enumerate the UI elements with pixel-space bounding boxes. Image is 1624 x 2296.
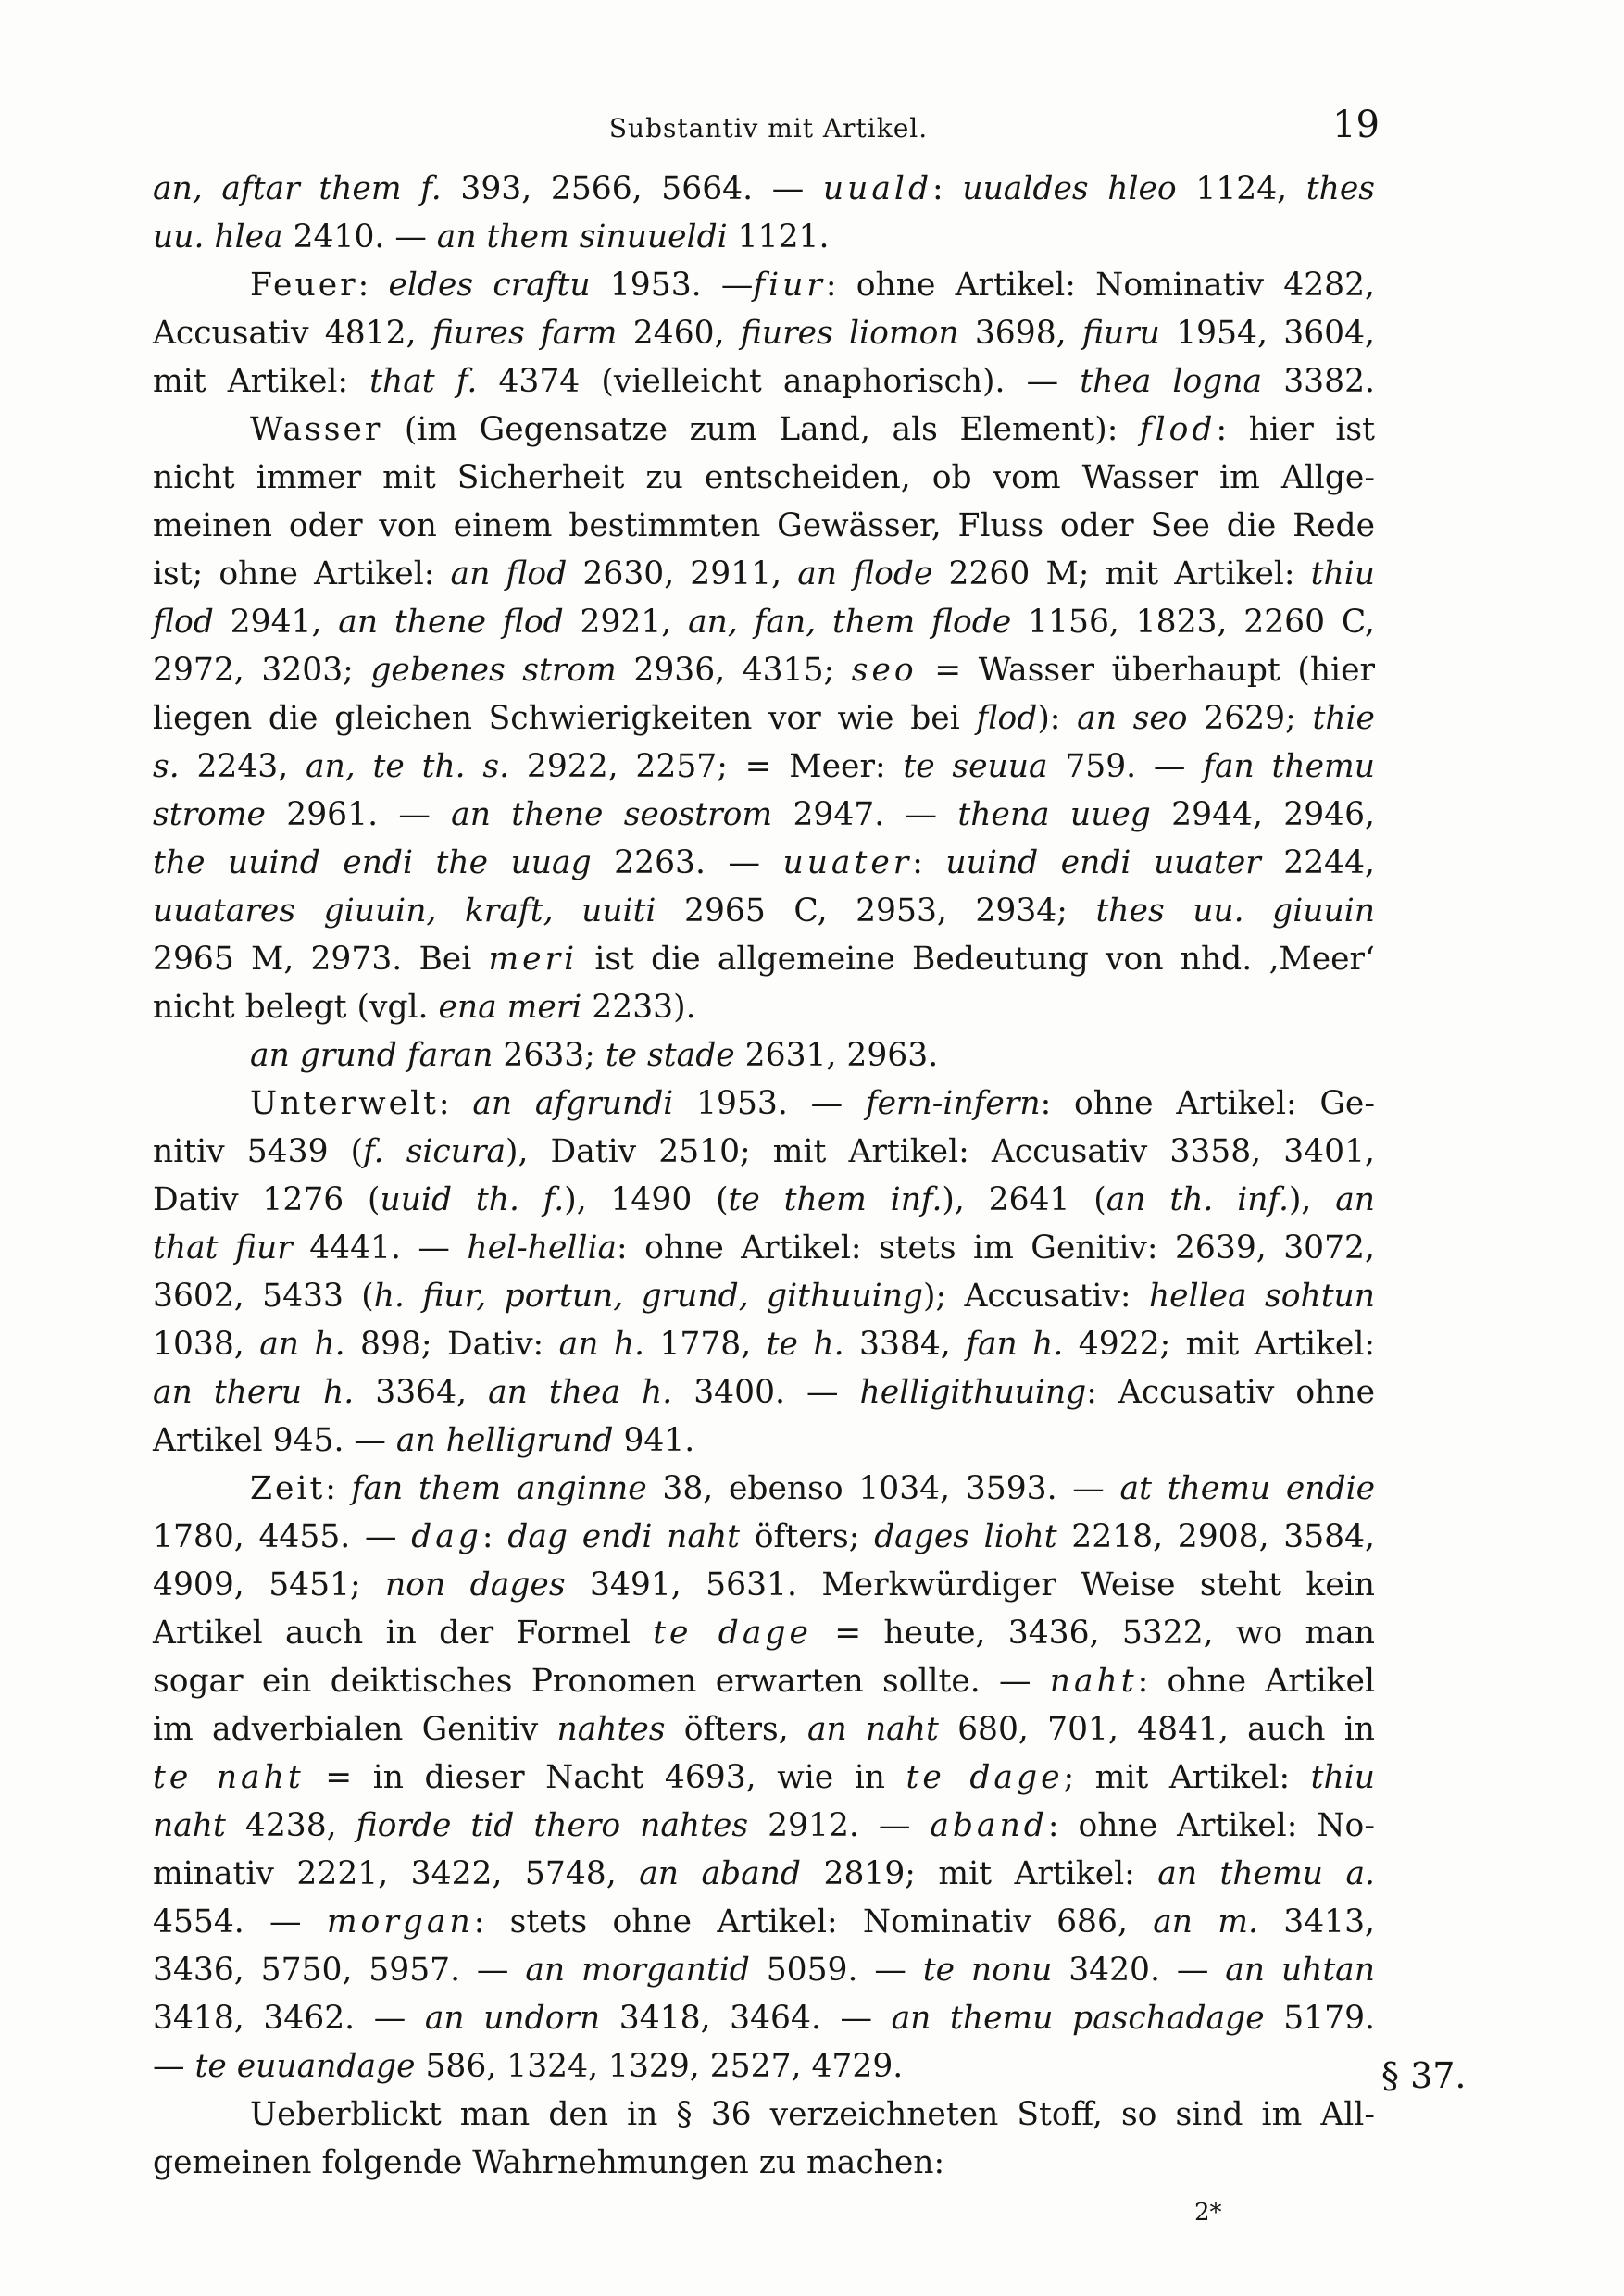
- text-line: 3418, 3462. — an undorn 3418, 3464. — an themu paschadage 5179.: [153, 2000, 1375, 2037]
- text-line: 4554. — morgan: stets ohne Artikel: Nominativ 686, an m. 3413,: [153, 1903, 1376, 1940]
- margin-section-number: § 37.: [1381, 2055, 1467, 2096]
- text-line: im adverbialen Genitiv nahtes öfters, an naht 680, 701, 4841, auch in: [153, 1711, 1375, 1748]
- text-line: Feuer: eldes craftu 1953. —fiur: ohne Artikel: Nominativ 4282,: [250, 267, 1376, 304]
- text-line: s. 2243, an, te th. s. 2922, 2257; = Meer: te seuua 759. — fan themu: [153, 748, 1375, 785]
- text-line: nicht belegt (vgl. ena meri 2233).: [153, 989, 696, 1026]
- text-line: Wasser (im Gegensatze zum Land, als Element): flod: hier ist: [250, 411, 1375, 448]
- text-line: Zeit: fan them anginne 38, ebenso 1034, 3593. — at themu endie: [250, 1470, 1376, 1507]
- text-line: liegen die gleichen Schwierigkeiten vor wie bei flod): an seo 2629; thie: [153, 700, 1375, 737]
- signature-mark: 2*: [1194, 2199, 1222, 2227]
- text-line: Dativ 1276 (uuid th. f.), 1490 (te them inf.), 2641 (an th. inf.), an: [153, 1181, 1375, 1218]
- text-line: naht 4238, fiorde tid thero nahtes 2912. — aband: ohne Artikel: No-: [153, 1807, 1375, 1844]
- page-number: 19: [1332, 104, 1380, 146]
- text-line: 1780, 4455. — dag: dag endi naht öfters; dages lioht 2218, 2908, 3584,: [153, 1518, 1376, 1555]
- text-line: uuatares giuuin, kraft, uuiti 2965 C, 2953, 2934; thes uu. giuuin: [153, 892, 1375, 930]
- text-line: mit Artikel: that f. 4374 (vielleicht anaphorisch). — thea logna 3382.: [153, 363, 1375, 400]
- text-line: 1038, an h. 898; Dativ: an h. 1778, te h. 3384, fan h. 4922; mit Artikel:: [153, 1326, 1375, 1363]
- text-line: 2972, 3203; gebenes strom 2936, 4315; seo = Wasser überhaupt (hier: [153, 652, 1375, 689]
- text-line: Ueberblickt man den in § 36 verzeichneten Stoff, so sind im All-: [250, 2096, 1375, 2133]
- text-line: strome 2961. — an thene seostrom 2947. — thena uueg 2944, 2946,: [153, 796, 1376, 833]
- text-line: an grund faran 2633; te stade 2631, 2963.: [250, 1037, 939, 1074]
- text-line: sogar ein deiktisches Pronomen erwarten sollte. — naht: ohne Artikel: [153, 1663, 1375, 1700]
- page-header: [157, 104, 1380, 159]
- text-line: minativ 2221, 3422, 5748, an aband 2819; mit Artikel: an themu a.: [153, 1855, 1376, 1892]
- running-head: Substantiv mit Artikel.: [608, 113, 929, 144]
- text-line: nicht immer mit Sicherheit zu entscheiden, ob vom Wasser im Allge-: [153, 459, 1375, 496]
- text-line: Accusativ 4812, fiures farm 2460, fiures liomon 3698, fiuru 1954, 3604,: [153, 315, 1376, 352]
- text-line: flod 2941, an thene flod 2921, an, fan, them flode 1156, 1823, 2260 C,: [153, 604, 1375, 641]
- text-line: 2965 M, 2973. Bei meri ist die allgemeine Bedeutung von nhd. ‚Meer‘: [153, 941, 1376, 978]
- text-line: te naht = in dieser Nacht 4693, wie in te dage; mit Artikel: thiu: [153, 1759, 1375, 1796]
- text-line: an theru h. 3364, an thea h. 3400. — helligithuuing: Accusativ ohne: [153, 1374, 1376, 1411]
- text-line: uu. hlea 2410. — an them sinuueldi 1121.: [153, 218, 830, 256]
- text-line: Artikel auch in der Formel te dage = heute, 3436, 5322, wo man: [153, 1615, 1375, 1652]
- text-line: Artikel 945. — an helligrund 941.: [153, 1422, 695, 1459]
- text-line: 3602, 5433 (h. fiur, portun, grund, githuuing); Accusativ: hellea sohtun: [153, 1278, 1375, 1315]
- text-line: — te euuandage 586, 1324, 1329, 2527, 4729.: [153, 2048, 904, 2085]
- text-line: ist; ohne Artikel: an flod 2630, 2911, an flode 2260 M; mit Artikel: thiu: [153, 555, 1376, 593]
- text-line: an, aftar them f. 393, 2566, 5664. — uuald: uualdes hleo 1124, thes: [153, 170, 1376, 207]
- text-line: meinen oder von einem bestimmten Gewässer, Fluss oder See die Rede: [153, 507, 1375, 544]
- body-text: [153, 165, 1375, 2187]
- text-line: the uuind endi the uuag 2263. — uuater: uuind endi uuater 2244,: [153, 844, 1376, 881]
- text-line: 4909, 5451; non dages 3491, 5631. Merkwürdiger Weise steht kein: [153, 1566, 1375, 1603]
- text-line: that fiur 4441. — hel-hellia: ohne Artikel: stets im Genitiv: 2639, 3072,: [153, 1229, 1375, 1267]
- text-line: 3436, 5750, 5957. — an morgantid 5059. — te nonu 3420. — an uhtan: [153, 1952, 1375, 1989]
- text-line: nitiv 5439 (f. sicura), Dativ 2510; mit Artikel: Accusativ 3358, 3401,: [153, 1133, 1375, 1170]
- text-line: Unterwelt: an afgrundi 1953. — fern-infern: ohne Artikel: Ge-: [250, 1085, 1376, 1122]
- text-line: gemeinen folgende Wahrnehmungen zu machen:: [153, 2144, 945, 2181]
